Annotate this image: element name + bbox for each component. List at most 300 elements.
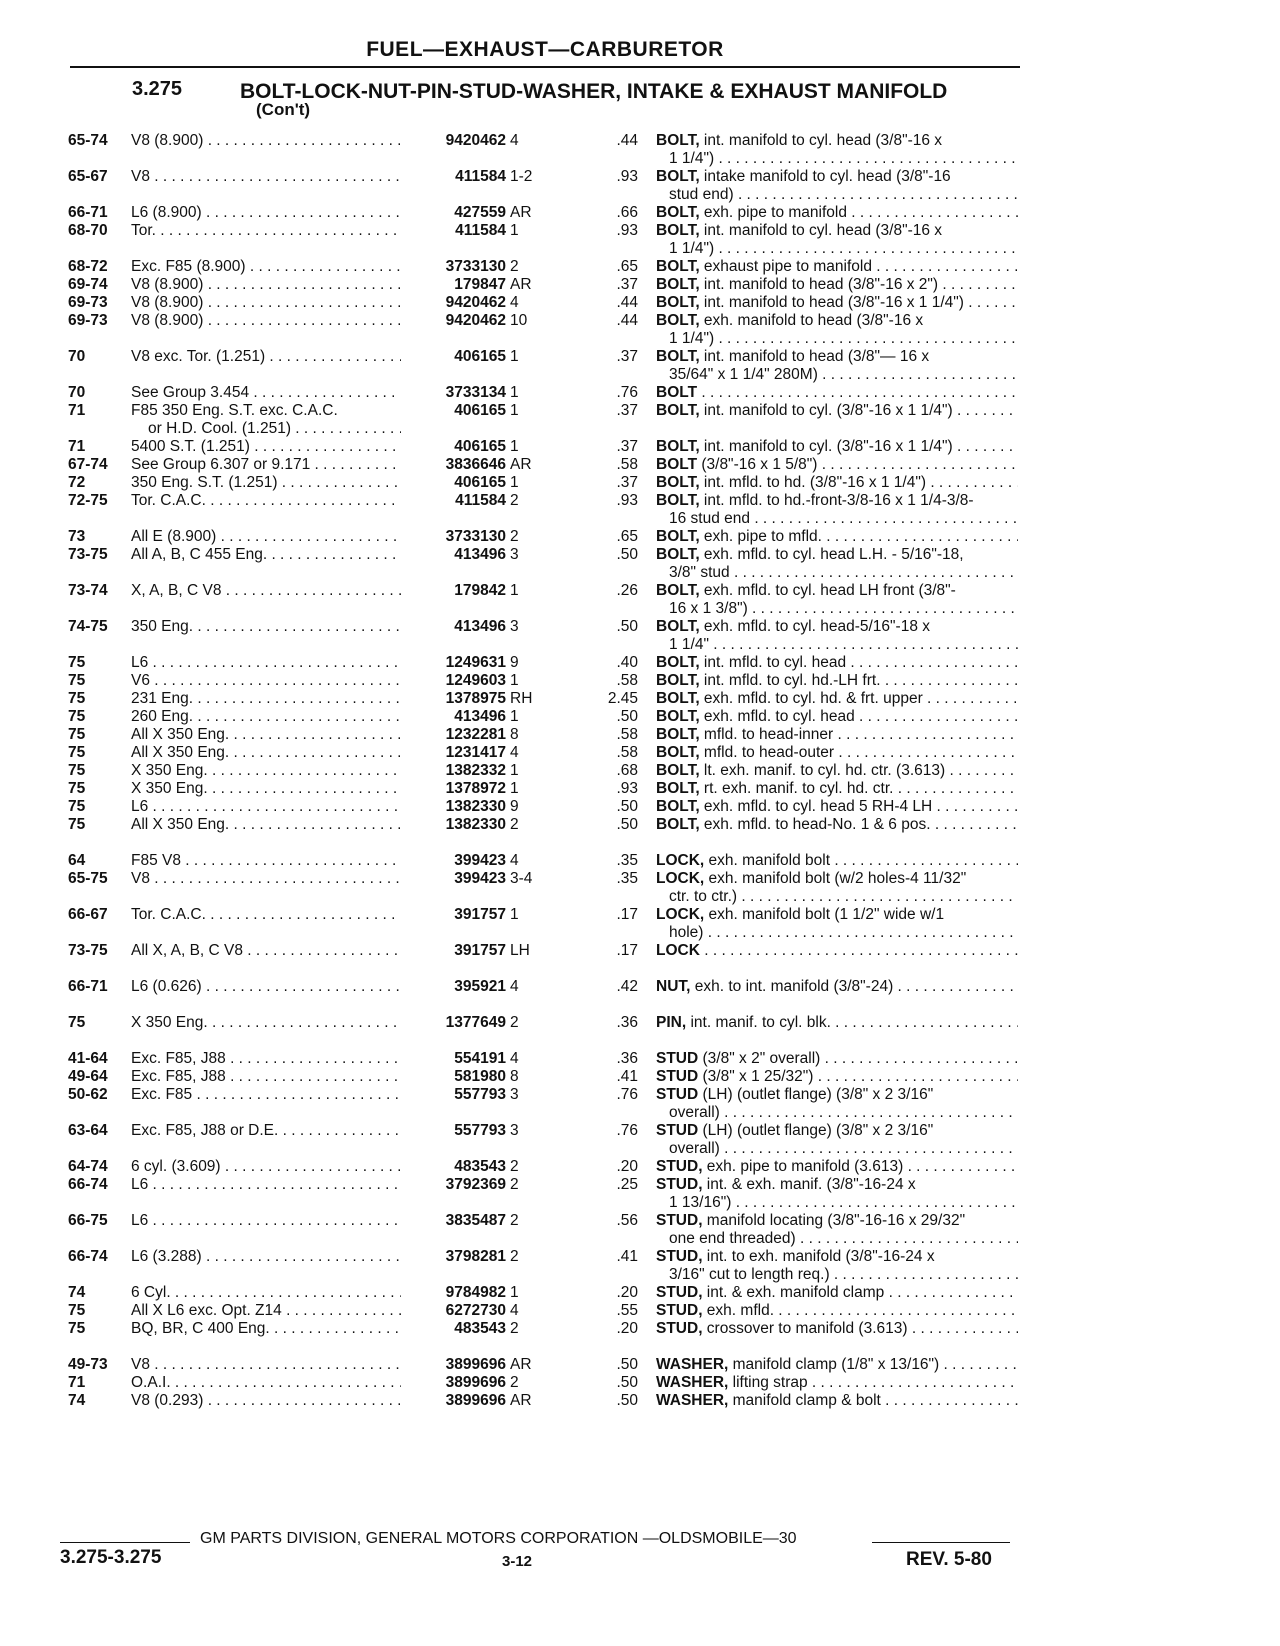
- row-item-line1: [656, 942, 1018, 960]
- row-part-number: 554191: [454, 1050, 506, 1067]
- row-item-line2: 16 x 1 3/8") . . .: [656, 600, 1018, 618]
- row-quantity: 2: [510, 1014, 519, 1031]
- row-item-description: [656, 1284, 1018, 1302]
- row-price: .93: [616, 222, 638, 239]
- row-item-line1: [656, 816, 1018, 834]
- row-part-number: 3733134: [445, 384, 506, 401]
- row-application: [131, 1122, 401, 1140]
- row-item-keyword: BOLT,: [656, 258, 700, 275]
- row-item-keyword: BOLT,: [656, 222, 700, 239]
- row-item-text: int. mfld. to hd. (3/8"-16 x 1 1/4"): [699, 474, 927, 491]
- row-part-number: 3733130: [445, 528, 506, 545]
- row-years: 67-74: [68, 456, 108, 473]
- row-price: .36: [616, 1014, 638, 1031]
- row-item-keyword: STUD: [656, 1050, 699, 1067]
- row-item-description: [656, 1248, 1018, 1284]
- row-item-text: int. mfld. to hd.-front-3/8-16 x 1 1/4-3/8-: [699, 492, 974, 509]
- row-item-text: exh. pipe to manifold (3.613): [702, 1158, 904, 1175]
- row-application-line1: L6 . . .: [131, 1176, 401, 1194]
- row-application: [131, 672, 401, 690]
- row-application-line1: L6 (8.900) . . .: [131, 204, 401, 222]
- row-item-line1: [656, 726, 1018, 744]
- row-item-line1: [656, 1248, 1018, 1266]
- row-part-number: 3733130: [445, 258, 506, 275]
- row-item-line2: 3/16" cut to length req.) . . .: [656, 1266, 1018, 1284]
- row-item-line1: [656, 1158, 1018, 1176]
- row-item-text: manifold locating (3/8"-16-16 x 29/32": [702, 1212, 966, 1229]
- row-application: [131, 294, 401, 312]
- row-item-description: [656, 1212, 1018, 1248]
- row-item-line1: [656, 294, 1018, 312]
- row-item-line1: [656, 852, 1018, 870]
- row-years: 73: [68, 528, 86, 545]
- row-application: [131, 744, 401, 762]
- row-years: 75: [68, 744, 86, 761]
- row-item-description: [656, 222, 1018, 258]
- row-item-text: (3/8"-16 x 1 5/8"): [697, 456, 818, 473]
- row-years: 41-64: [68, 1050, 108, 1067]
- row-years: 49-64: [68, 1068, 108, 1085]
- row-item-description: [656, 690, 1018, 708]
- row-item-keyword: BOLT,: [656, 798, 700, 815]
- row-price: .17: [616, 906, 638, 923]
- row-item-keyword: BOLT,: [656, 546, 700, 563]
- row-item-line1: [656, 546, 1018, 564]
- row-application-line1: 5400 S.T. (1.251) . . .: [131, 438, 401, 456]
- row-item-keyword: BOLT,: [656, 168, 700, 185]
- row-application: [131, 1284, 401, 1302]
- row-item-line1: [656, 1284, 1018, 1302]
- row-item-line1: [656, 312, 1018, 330]
- row-years: 72-75: [68, 492, 108, 509]
- row-item-keyword: BOLT,: [656, 708, 700, 725]
- row-application: [131, 762, 401, 780]
- section-continued: (Con't): [256, 100, 311, 119]
- row-application-line1: X 350 Eng. . . .: [131, 1014, 401, 1032]
- row-application-line1: All E (8.900) . . .: [131, 528, 401, 546]
- row-price: .41: [616, 1248, 638, 1265]
- row-part-number: 1249631: [445, 654, 506, 671]
- row-part-number: 406165: [454, 438, 506, 455]
- row-application: [131, 258, 401, 276]
- row-application: [131, 132, 401, 150]
- row-quantity: 1: [510, 384, 519, 401]
- row-item-description: [656, 762, 1018, 780]
- row-item-description: [656, 402, 1018, 420]
- row-application: [131, 978, 401, 996]
- row-item-text: exh. manifold bolt (w/2 holes-4 11/32": [704, 870, 967, 887]
- row-quantity: 10: [510, 312, 528, 329]
- row-item-line1: [656, 1302, 1018, 1320]
- row-item-keyword: BOLT,: [656, 438, 700, 455]
- row-item-description: [656, 654, 1018, 672]
- row-item-keyword: WASHER,: [656, 1392, 729, 1409]
- row-item-description: [656, 294, 1018, 312]
- row-application-line1: 6 Cyl. . . .: [131, 1284, 401, 1302]
- row-item-text: exh. mfld. to cyl. head LH front (3/8"-: [699, 582, 956, 599]
- row-item-keyword: BOLT,: [656, 492, 700, 509]
- row-item-text: int. manifold to cyl. head (3/8"-16 x: [699, 132, 943, 149]
- row-price: .25: [616, 1176, 638, 1193]
- row-item-description: [656, 744, 1018, 762]
- row-years: 65-75: [68, 870, 108, 887]
- row-application: [131, 1302, 401, 1320]
- row-years: 75: [68, 816, 86, 833]
- footer-section-range: 3.275-3.275: [60, 1547, 162, 1568]
- row-years: 64: [68, 852, 86, 869]
- row-application-line1: X, A, B, C V8 . . .: [131, 582, 401, 600]
- row-item-keyword: BOLT,: [656, 816, 700, 833]
- row-application: [131, 456, 401, 474]
- row-application-line1: F85 350 Eng. S.T. exc. C.A.C.: [131, 402, 338, 419]
- row-part-number: 413496: [454, 618, 506, 635]
- row-price: .44: [616, 294, 638, 311]
- row-application: [131, 384, 401, 402]
- row-item-line1: [656, 618, 1018, 636]
- row-item-keyword: STUD: [656, 1122, 699, 1139]
- row-application: [131, 204, 401, 222]
- row-item-description: [656, 852, 1018, 870]
- row-application-line1: Tor. . . .: [131, 222, 401, 240]
- row-item-text: mfld. to head-outer: [699, 744, 835, 761]
- row-item-line1: [656, 1212, 1018, 1230]
- row-item-description: [656, 1050, 1018, 1068]
- row-application: [131, 276, 401, 294]
- row-application-line1: X 350 Eng. . . .: [131, 780, 401, 798]
- row-part-number: 399423: [454, 870, 506, 887]
- row-quantity: 3: [510, 1122, 519, 1139]
- row-application-line1: 350 Eng. . . .: [131, 618, 401, 636]
- row-item-line1: [656, 438, 1018, 456]
- row-quantity: 1: [510, 222, 519, 239]
- row-item-keyword: BOLT,: [656, 204, 700, 221]
- row-item-line1: [656, 222, 1018, 240]
- row-application: [131, 222, 401, 240]
- row-item-keyword: STUD,: [656, 1176, 703, 1193]
- row-years: 64-74: [68, 1158, 108, 1175]
- row-application: [131, 1158, 401, 1176]
- row-item-text: exh. to int. manifold (3/8"-24): [690, 978, 894, 995]
- row-application: [131, 1050, 401, 1068]
- row-item-keyword: BOLT,: [656, 618, 700, 635]
- row-years: 74-75: [68, 618, 108, 635]
- row-item-keyword: LOCK,: [656, 906, 705, 923]
- row-quantity: 1: [510, 780, 519, 797]
- row-years: 75: [68, 762, 86, 779]
- row-item-line1: [656, 402, 1018, 420]
- row-part-number: 1378975: [445, 690, 506, 707]
- row-item-description: [656, 1068, 1018, 1086]
- row-item-line1: [656, 1320, 1018, 1338]
- row-price: .50: [616, 816, 638, 833]
- row-item-keyword: WASHER,: [656, 1374, 729, 1391]
- row-application-line1: 260 Eng. . . .: [131, 708, 401, 726]
- row-item-description: [656, 1086, 1018, 1122]
- row-years: 71: [68, 438, 86, 455]
- row-item-description: [656, 258, 1018, 276]
- row-quantity: 1: [510, 582, 519, 599]
- row-item-keyword: STUD,: [656, 1212, 703, 1229]
- row-item-description: [656, 528, 1018, 546]
- row-item-text: exh. mfld. to cyl. head: [699, 708, 855, 725]
- row-item-description: [656, 978, 1018, 996]
- row-quantity: 2: [510, 528, 519, 545]
- row-item-text: exh. mfld.: [702, 1302, 774, 1319]
- row-years: 73-74: [68, 582, 108, 599]
- row-item-text: int. manifold to head (3/8"— 16 x: [699, 348, 930, 365]
- row-item-description: [656, 618, 1018, 654]
- row-years: 66-74: [68, 1248, 108, 1265]
- row-application-line1: See Group 6.307 or 9.171 . . .: [131, 456, 401, 474]
- row-application-line1: L6 (0.626) . . .: [131, 978, 401, 996]
- row-quantity: 4: [510, 744, 519, 761]
- row-quantity: 4: [510, 978, 519, 995]
- row-item-keyword: STUD,: [656, 1158, 703, 1175]
- row-application: [131, 816, 401, 834]
- row-application: [131, 348, 401, 366]
- row-application-line1: 6 cyl. (3.609) . . .: [131, 1158, 401, 1176]
- row-item-line2: stud end) . . .: [656, 186, 1018, 204]
- row-item-line1: [656, 1050, 1018, 1068]
- row-price: .20: [616, 1284, 638, 1301]
- row-application-line1: Exc. F85, J88 . . .: [131, 1068, 401, 1086]
- row-years: 65-74: [68, 132, 108, 149]
- row-quantity: 8: [510, 726, 519, 743]
- row-application: [131, 852, 401, 870]
- row-item-line1: [656, 798, 1018, 816]
- row-part-number: 406165: [454, 402, 506, 419]
- row-price: .66: [616, 204, 638, 221]
- row-quantity: 1: [510, 348, 519, 365]
- row-application: [131, 402, 401, 438]
- row-item-description: [656, 672, 1018, 690]
- row-years: 71: [68, 402, 86, 419]
- row-item-description: [656, 132, 1018, 168]
- row-item-keyword: LOCK,: [656, 870, 705, 887]
- row-item-line1: [656, 1068, 1018, 1086]
- row-item-line1: [656, 168, 1018, 186]
- row-item-text: int. manifold to head (3/8"-16 x 2"): [699, 276, 939, 293]
- row-part-number: 9420462: [445, 294, 506, 311]
- row-part-number: 399423: [454, 852, 506, 869]
- row-quantity: AR: [510, 1356, 532, 1373]
- row-item-text: rt. exh. manif. to cyl. hd. ctr.: [699, 780, 894, 797]
- row-item-line1: [656, 654, 1018, 672]
- row-item-line1: [656, 1374, 1018, 1392]
- row-item-keyword: BOLT,: [656, 348, 700, 365]
- row-application-line1: L6 . . .: [131, 1212, 401, 1230]
- row-price: .35: [616, 852, 638, 869]
- row-application: [131, 1392, 401, 1410]
- row-item-keyword: STUD: [656, 1086, 699, 1103]
- row-application: [131, 1320, 401, 1338]
- row-item-line2: 1 1/4") . . .: [656, 150, 1018, 168]
- row-item-description: [656, 168, 1018, 204]
- row-part-number: 1377649: [445, 1014, 506, 1031]
- footer-rule-left: [60, 1542, 190, 1543]
- row-price: .36: [616, 1050, 638, 1067]
- row-quantity: 2: [510, 1212, 519, 1229]
- row-part-number: 406165: [454, 348, 506, 365]
- row-application: [131, 906, 401, 924]
- row-price: .68: [616, 762, 638, 779]
- row-item-text: exh. manifold bolt: [704, 852, 831, 869]
- row-application: [131, 582, 401, 600]
- row-part-number: 411584: [455, 492, 506, 509]
- page-title: FUEL—EXHAUST—CARBURETOR: [366, 38, 724, 61]
- row-item-text: int. manifold to cyl. (3/8"-16 x 1 1/4"): [699, 402, 953, 419]
- row-part-number: 9420462: [445, 312, 506, 329]
- row-application-line1: All X 350 Eng. . . .: [131, 726, 401, 744]
- row-item-keyword: STUD,: [656, 1248, 703, 1265]
- row-application: [131, 474, 401, 492]
- row-years: 70: [68, 348, 86, 365]
- row-item-keyword: BOLT,: [656, 726, 700, 743]
- row-item-keyword: BOLT: [656, 456, 698, 473]
- row-years: 72: [68, 474, 86, 491]
- row-item-text: crossover to manifold (3.613): [702, 1320, 908, 1337]
- row-price: .58: [616, 456, 638, 473]
- row-application: [131, 1212, 401, 1230]
- row-item-description: [656, 438, 1018, 456]
- row-quantity: 1: [510, 438, 519, 455]
- row-item-line2: overall) . . .: [656, 1140, 1018, 1158]
- row-years: 66-71: [68, 204, 108, 221]
- row-item-keyword: BOLT,: [656, 780, 700, 797]
- row-price: .76: [616, 1122, 638, 1139]
- row-price: 2.45: [607, 690, 638, 707]
- row-item-line1: [656, 276, 1018, 294]
- row-item-keyword: BOLT,: [656, 654, 700, 671]
- row-application-line1: All X L6 exc. Opt. Z14 . . .: [131, 1302, 401, 1320]
- row-application: [131, 168, 401, 186]
- row-application-line1: V8 (8.900) . . .: [131, 276, 401, 294]
- row-application: [131, 708, 401, 726]
- row-application: [131, 870, 401, 888]
- row-item-text: intake manifold to cyl. head (3/8"-16: [699, 168, 951, 185]
- row-part-number: 3835487: [445, 1212, 506, 1229]
- row-application-line1: X 350 Eng. . . .: [131, 762, 401, 780]
- footer-page-number: 3-12: [502, 1553, 533, 1570]
- row-years: 75: [68, 780, 86, 797]
- row-item-description: [656, 456, 1018, 474]
- row-application: [131, 798, 401, 816]
- row-application: [131, 1086, 401, 1104]
- row-application: [131, 726, 401, 744]
- row-price: .50: [616, 1392, 638, 1409]
- row-quantity: 1-2: [510, 168, 533, 185]
- row-item-line1: [656, 780, 1018, 798]
- page-footer: [60, 1527, 1020, 1607]
- row-quantity: 3: [510, 1086, 519, 1103]
- row-item-keyword: BOLT,: [656, 312, 700, 329]
- row-item-text: int. to exh. manifold (3/8"-16-24 x: [702, 1248, 935, 1265]
- row-item-description: [656, 474, 1018, 492]
- row-item-text: exhaust pipe to manifold: [699, 258, 872, 275]
- row-price: .58: [616, 744, 638, 761]
- row-years: 63-64: [68, 1122, 108, 1139]
- row-part-number: 483543: [454, 1158, 506, 1175]
- row-price: .93: [616, 780, 638, 797]
- row-item-keyword: LOCK,: [656, 852, 705, 869]
- row-item-description: [656, 1176, 1018, 1212]
- row-item-description: [656, 1014, 1018, 1032]
- row-quantity: 4: [510, 852, 519, 869]
- row-item-text: exh. mfld. to head-No. 1 & 6 pos.: [699, 816, 931, 833]
- row-quantity: 4: [510, 1050, 519, 1067]
- row-item-description: [656, 582, 1018, 618]
- row-item-line1: [656, 492, 1018, 510]
- row-item-line2: 1 1/4" . . .: [656, 636, 1018, 654]
- row-item-description: [656, 870, 1018, 906]
- section-title: BOLT-LOCK-NUT-PIN-STUD-WASHER, INTAKE & EXHAUST MANIFOLD: [240, 80, 948, 103]
- row-item-line1: [656, 744, 1018, 762]
- row-item-text: mfld. to head-inner: [699, 726, 834, 743]
- row-price: .41: [616, 1068, 638, 1085]
- row-item-keyword: STUD: [656, 1068, 699, 1085]
- row-item-line2: 3/8" stud . . .: [656, 564, 1018, 582]
- row-quantity: 1: [510, 762, 519, 779]
- row-item-line1: [656, 348, 1018, 366]
- row-application-line1: All X, A, B, C V8 . . .: [131, 942, 401, 960]
- row-item-text: int. manif. to cyl. blk.: [686, 1014, 831, 1031]
- row-item-description: [656, 942, 1018, 960]
- row-item-text: (3/8" x 1 25/32"): [698, 1068, 814, 1085]
- row-item-line2: 1 1/4") . . .: [656, 330, 1018, 348]
- row-part-number: 391757: [454, 942, 506, 959]
- row-item-keyword: BOLT,: [656, 474, 700, 491]
- row-part-number: 406165: [454, 474, 506, 491]
- row-item-line1: [656, 1176, 1018, 1194]
- row-years: 75: [68, 672, 86, 689]
- row-price: .44: [616, 132, 638, 149]
- row-item-description: [656, 204, 1018, 222]
- row-item-text: lt. exh. manif. to cyl. hd. ctr. (3.613): [699, 762, 946, 779]
- row-quantity: 2: [510, 258, 519, 275]
- row-item-description: [656, 312, 1018, 348]
- row-application-line1: See Group 3.454 . . .: [131, 384, 401, 402]
- row-application-line1: BQ, BR, C 400 Eng. . . .: [131, 1320, 401, 1338]
- row-part-number: 3836646: [445, 456, 506, 473]
- row-item-keyword: BOLT,: [656, 276, 700, 293]
- row-quantity: 4: [510, 1302, 519, 1319]
- row-item-description: [656, 348, 1018, 384]
- row-item-line2: hole) . . .: [656, 924, 1018, 942]
- row-item-line1: [656, 1014, 1018, 1032]
- row-years: 69-73: [68, 294, 108, 311]
- row-item-description: [656, 1356, 1018, 1374]
- row-price: .76: [616, 384, 638, 401]
- row-years: 70: [68, 384, 86, 401]
- row-price: .58: [616, 672, 638, 689]
- row-application: [131, 1374, 401, 1392]
- row-application: [131, 654, 401, 672]
- row-quantity: 2: [510, 1248, 519, 1265]
- row-quantity: 8: [510, 1068, 519, 1085]
- row-part-number: 411584: [455, 222, 506, 239]
- row-item-text: int. manifold to cyl. head (3/8"-16 x: [699, 222, 943, 239]
- row-part-number: 3899696: [445, 1356, 506, 1373]
- row-item-line1: [656, 708, 1018, 726]
- row-part-number: 557793: [454, 1122, 506, 1139]
- row-price: .37: [616, 348, 638, 365]
- row-item-line1: [656, 906, 1018, 924]
- row-item-text: exh. mfld. to cyl. head-5/16"-18 x: [699, 618, 930, 635]
- row-application: [131, 1068, 401, 1086]
- row-item-line1: [656, 762, 1018, 780]
- row-years: 66-67: [68, 906, 108, 923]
- row-item-text: int. mfld. to cyl. hd.-LH frt.: [699, 672, 881, 689]
